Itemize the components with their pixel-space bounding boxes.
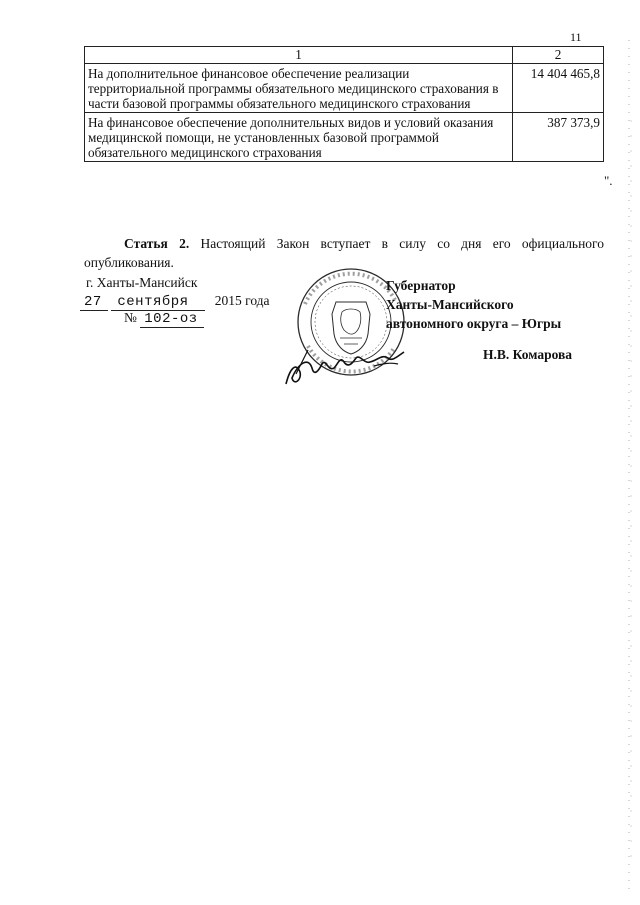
date-year: 2015 года: [214, 293, 270, 308]
law-number-value: 102-оз: [140, 311, 204, 328]
article-label: Статья 2.: [124, 236, 190, 251]
page-number: 11: [570, 30, 582, 44]
row-amount: 387 373,9: [513, 113, 604, 162]
law-number: [124, 310, 204, 328]
row-description: На дополнительное финансовое обеспечение реализации территориальной программы обязательного медицинского страхования в части базовой программы обязательного медицинского страхования: [85, 64, 513, 113]
governor-line: автономного округа – Югры: [386, 316, 562, 331]
signer-name: Н.В. Комарова: [483, 347, 573, 362]
handwritten-signature: [286, 352, 404, 384]
article-text: Настоящий Закон вступает в силу со дня его официального опубликования.: [84, 236, 605, 270]
closing-quote: ".: [604, 173, 613, 188]
governor-line: Ханты-Мансийского: [386, 297, 514, 312]
law-number-prefix: №: [124, 310, 137, 325]
signing-date: [80, 293, 270, 311]
governor-line: Губернатор: [386, 278, 456, 293]
budget-table: [84, 46, 604, 162]
row-amount: 14 404 465,8: [513, 64, 604, 113]
row-description: На финансовое обеспечение дополнительных видов и условий оказания медицинской помощи, не установленных базовой программой обязательного медицинского страхования: [85, 113, 513, 162]
table-row: [85, 64, 604, 113]
place-of-signing: г. Ханты-Мансийск: [86, 275, 198, 290]
governor-title: [386, 276, 561, 333]
scan-margin-marks: [624, 0, 634, 905]
column-header-1: 1: [85, 47, 513, 64]
article-paragraph: [84, 234, 604, 272]
table-header-row: [85, 47, 604, 64]
table-row: [85, 113, 604, 162]
column-header-2: 2: [513, 47, 604, 64]
date-month: сентября: [111, 294, 205, 311]
date-day: 27: [80, 294, 108, 311]
